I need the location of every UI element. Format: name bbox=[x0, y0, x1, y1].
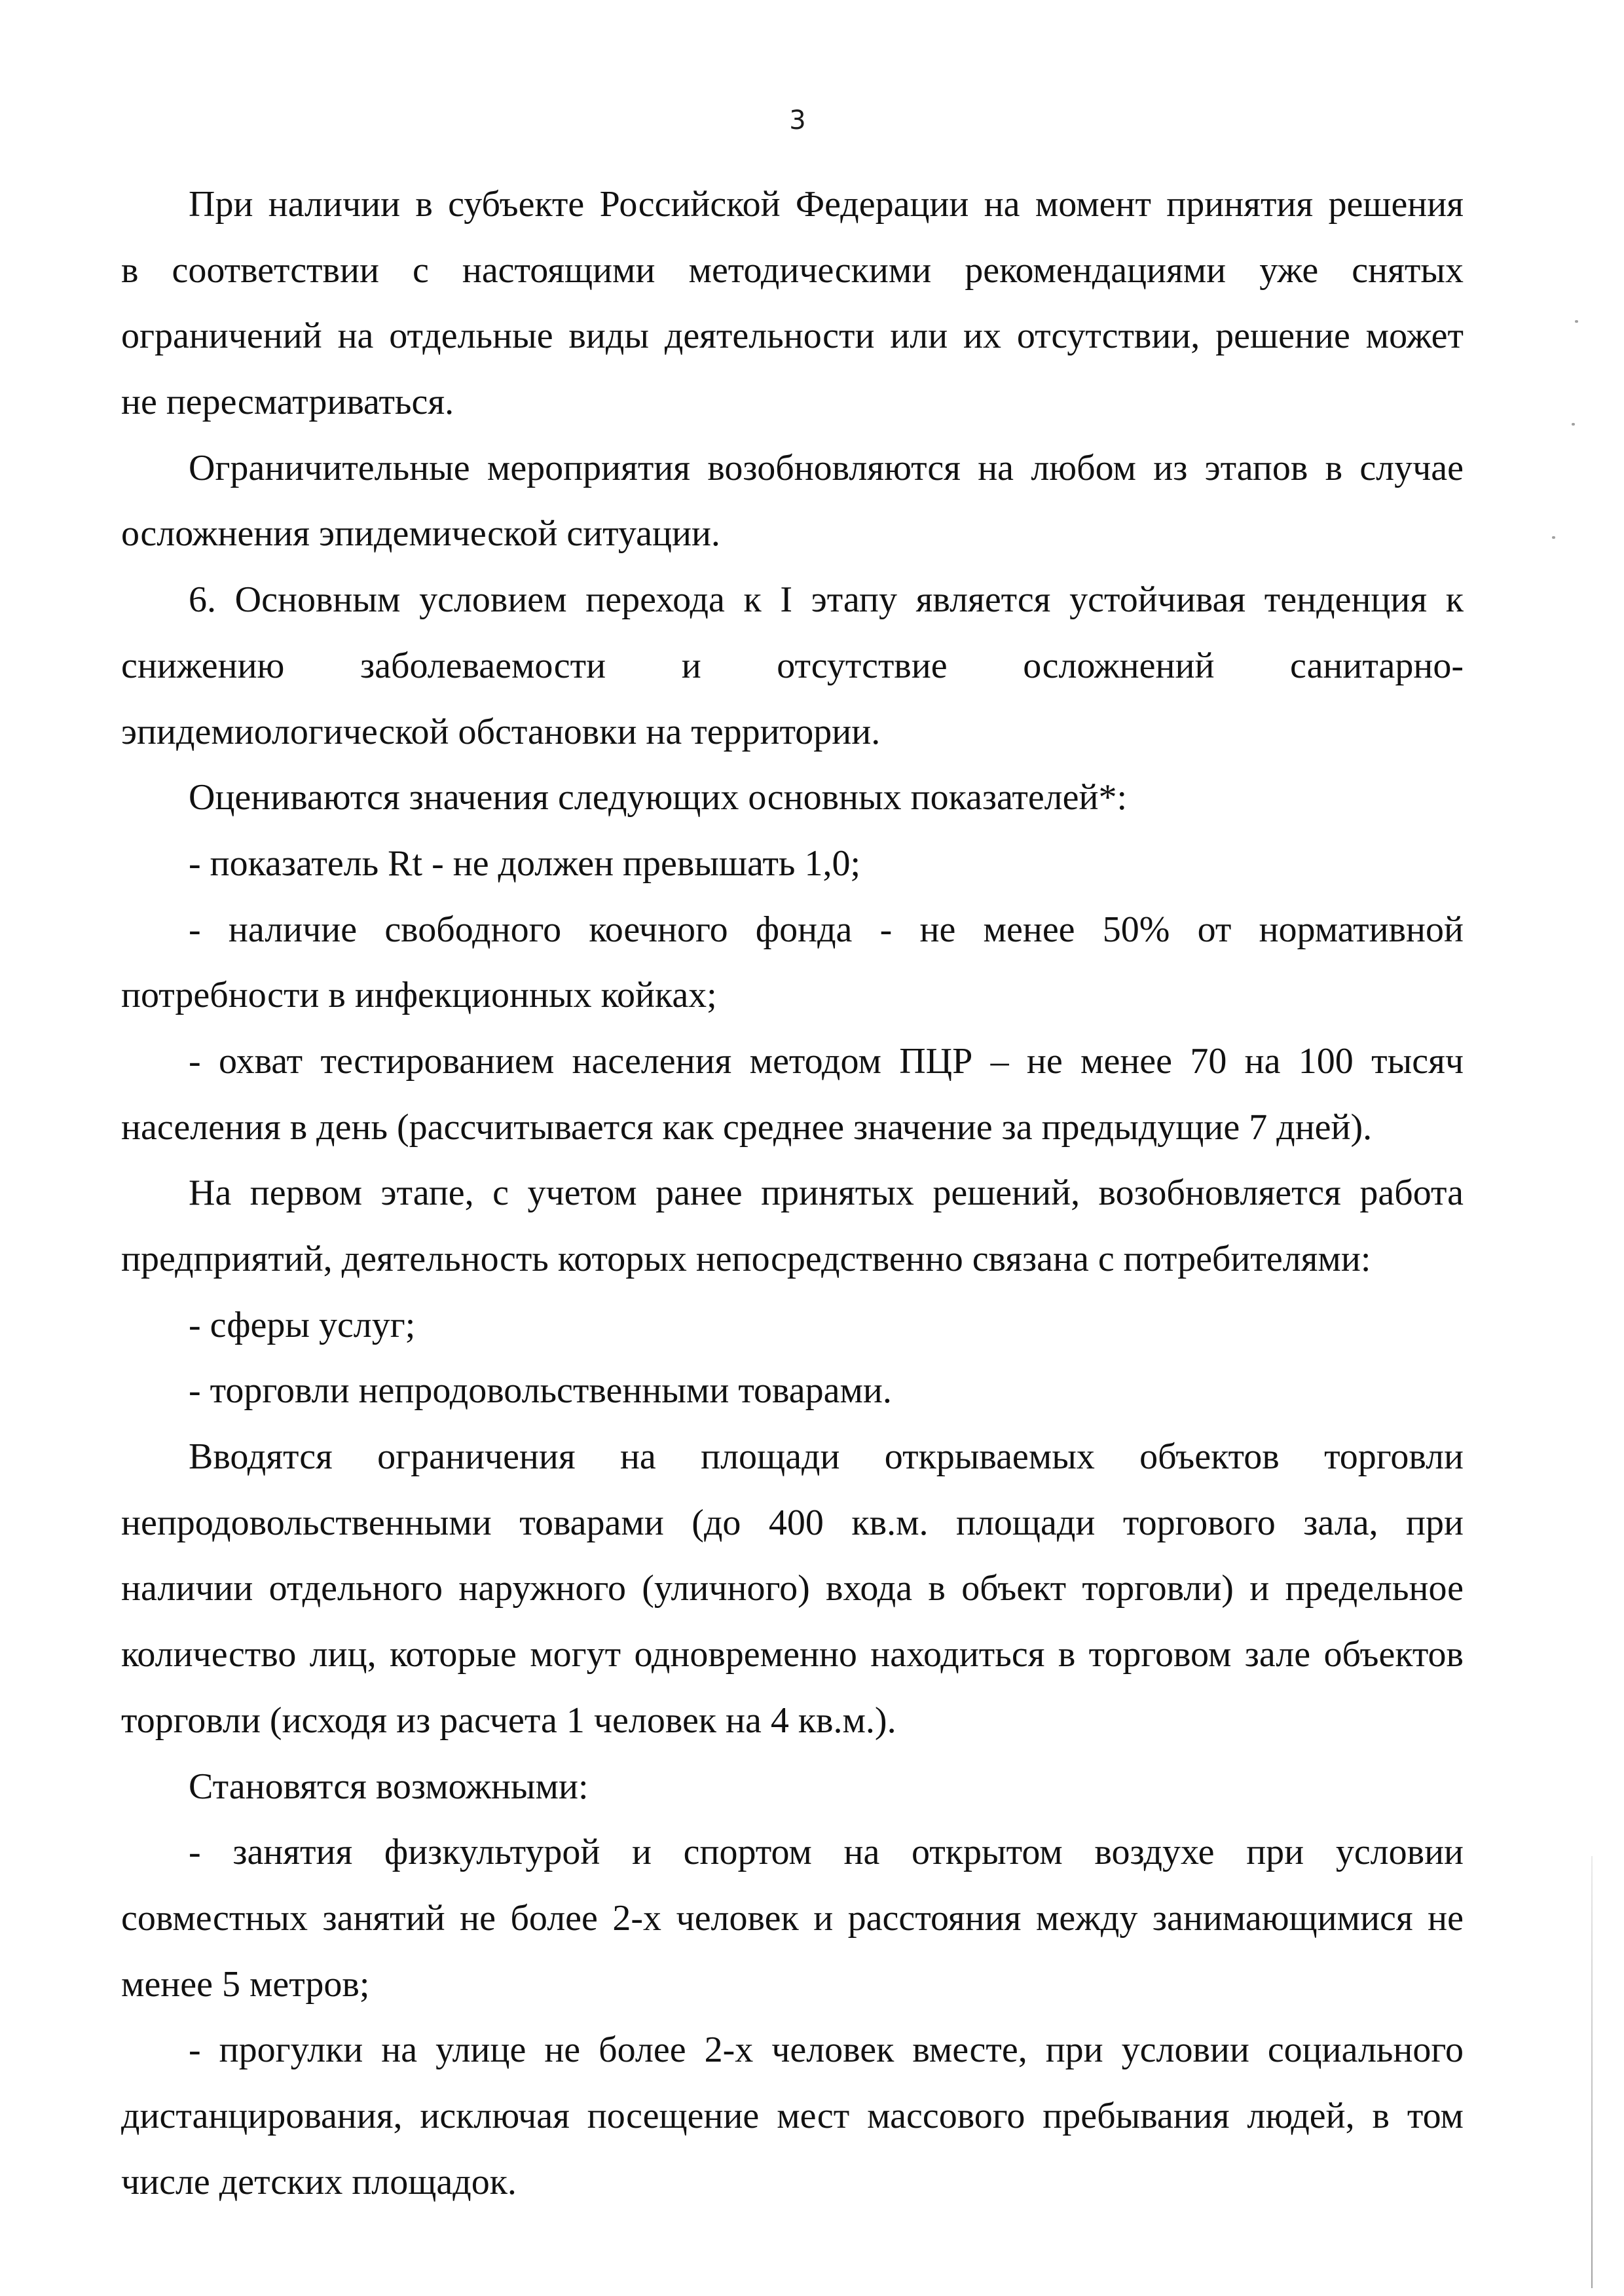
body-text bbox=[121, 172, 1464, 2215]
paragraph-become-possible bbox=[121, 1754, 1464, 1820]
text-line: не пересматриваться. bbox=[121, 382, 454, 423]
text-line: - сферы услуг; bbox=[189, 1304, 416, 1345]
text-line: непродовольственными товарами (до 400 кв.м. площади торгового зала, при bbox=[121, 1502, 1464, 1543]
text-line: снижению заболеваемости и отсутствие осложнений санитарно- bbox=[121, 645, 1464, 686]
text-line: предприятий, деятельность которых непосредственно связана с потребителями: bbox=[121, 1239, 1371, 1279]
text-line: потребности в инфекционных койках; bbox=[121, 975, 717, 1016]
paragraph-item-6-stage-one-condition bbox=[121, 567, 1464, 765]
text-line: эпидемиологической обстановки на территории. bbox=[121, 711, 881, 752]
text-line: - прогулки на улице не более 2-х человек вместе, при условии социального bbox=[189, 2030, 1464, 2071]
text-line: 6. Основным условием перехода к I этапу является устойчивая тенденция к bbox=[189, 579, 1464, 621]
text-line: совместных занятий не более 2-х человек и расстояния между занимающимися не bbox=[121, 1897, 1464, 1939]
paragraph-indicators-intro bbox=[121, 765, 1464, 831]
list-item-rt-indicator bbox=[121, 831, 1464, 897]
text-line: населения в день (рассчитывается как среднее значение за предыдущие 7 дней). bbox=[121, 1106, 1373, 1148]
text-line: ограничений на отдельные виды деятельности или их отсутствии, решение может bbox=[121, 316, 1464, 357]
list-item-bed-capacity bbox=[121, 897, 1464, 1029]
text-line: торговли (исходя из расчета 1 человек на 4 кв.м.). bbox=[121, 1700, 896, 1741]
text-line: Оцениваются значения следующих основных показателей*: bbox=[189, 777, 1128, 818]
scan-speck bbox=[1575, 320, 1578, 323]
text-line: количество лиц, которые могут одновременно находиться в торговом зале объектов bbox=[121, 1634, 1464, 1675]
text-line: числе детских площадок. bbox=[121, 2161, 517, 2202]
text-line: наличии отдельного наружного (уличного) входа в объект торговли) и предельное bbox=[121, 1568, 1464, 1609]
paragraph-existing-restrictions bbox=[121, 172, 1464, 435]
paragraph-area-restrictions bbox=[121, 1424, 1464, 1753]
list-item-non-food-trade bbox=[121, 1358, 1464, 1424]
text-line: Ограничительные мероприятия возобновляются на любом из этапов в случае bbox=[189, 447, 1464, 488]
list-item-services bbox=[121, 1292, 1464, 1358]
paragraph-first-stage bbox=[121, 1160, 1464, 1292]
text-line: дистанцирования, исключая посещение мест массового пребывания людей, в том bbox=[121, 2095, 1464, 2136]
text-line: Становятся возможными: bbox=[189, 1766, 589, 1807]
list-item-pcr-testing bbox=[121, 1029, 1464, 1160]
scan-edge-line bbox=[1591, 1856, 1593, 2288]
text-line: Вводятся ограничения на площади открываемых объектов торговли bbox=[189, 1436, 1464, 1478]
text-line: осложнения эпидемической ситуации. bbox=[121, 513, 720, 555]
text-line: - занятия физкультурой и спортом на открытом воздухе при условии bbox=[189, 1832, 1464, 1873]
list-item-outdoor-sports bbox=[121, 1819, 1464, 2017]
text-line: в соответствии с настоящими методическими рекомендациями уже снятых bbox=[121, 249, 1464, 291]
text-line: - наличие свободного коечного фонда - не менее 50% от нормативной bbox=[189, 909, 1464, 950]
text-line: - охват тестированием населения методом ПЦР – не менее 70 на 100 тысяч bbox=[189, 1040, 1464, 1082]
text-line: На первом этапе, с учетом ранее принятых решений, возобновляется работа bbox=[189, 1173, 1464, 1214]
text-line: При наличии в субъекте Российской Федерации на момент принятия решения bbox=[189, 184, 1464, 225]
text-line: менее 5 метров; bbox=[121, 1963, 370, 2005]
list-item-walks bbox=[121, 2017, 1464, 2215]
page-number: 3 bbox=[789, 105, 806, 136]
scan-speck bbox=[1572, 423, 1575, 426]
scan-speck bbox=[1552, 536, 1555, 539]
text-line: - показатель Rt - не должен превышать 1,0; bbox=[189, 843, 861, 884]
text-line: - торговли непродовольственными товарами. bbox=[189, 1370, 892, 1412]
paragraph-restrictions-resumed bbox=[121, 435, 1464, 567]
